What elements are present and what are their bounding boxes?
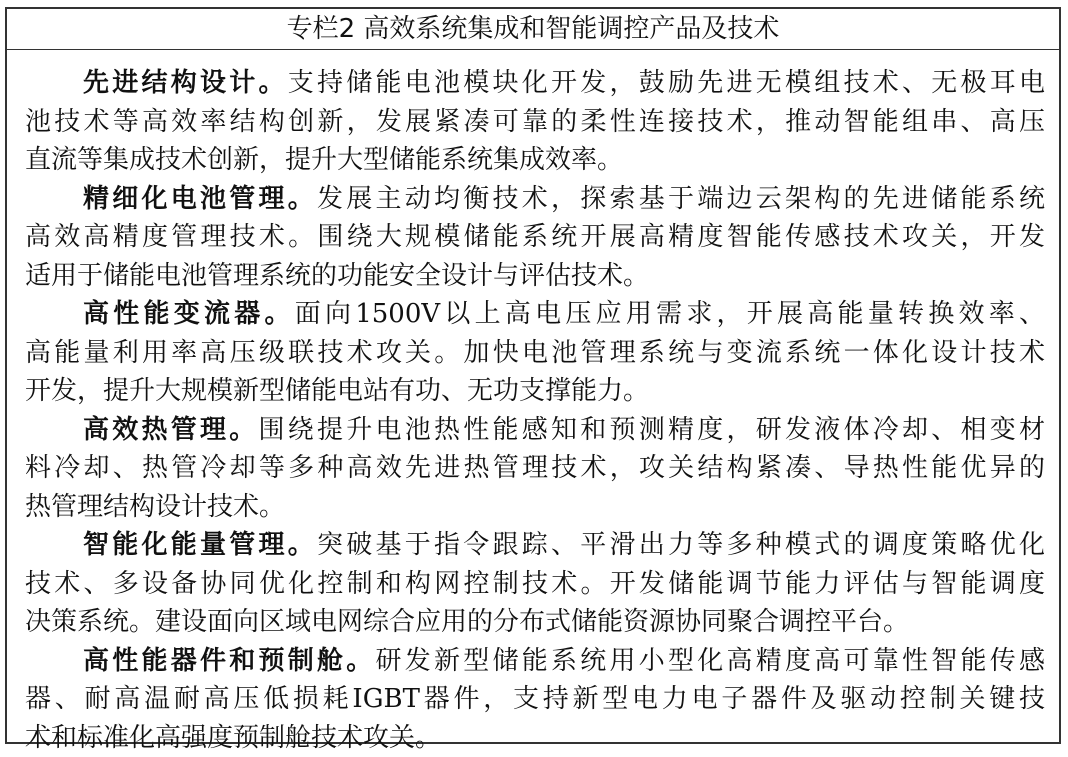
paragraph-heading: 精细化电池管理。 <box>83 184 317 214</box>
text-line <box>25 411 1045 450</box>
paragraph-heading: 智能化能量管理。 <box>83 530 317 560</box>
paragraph <box>25 180 1045 296</box>
paragraph <box>25 295 1045 411</box>
text-line <box>25 526 1045 565</box>
column-box <box>5 7 1061 744</box>
line-text: 面向1500V以上高电压应用需求，开展高能量转换效率、 <box>295 299 1045 329</box>
text-line <box>25 141 1045 180</box>
text-line <box>25 680 1045 719</box>
paragraph-heading: 高性能器件和预制舱。 <box>83 646 376 676</box>
column-body <box>7 50 1059 757</box>
paragraph-heading: 先进结构设计。 <box>83 68 288 98</box>
text-line <box>25 603 1045 642</box>
paragraph <box>25 526 1045 642</box>
text-line <box>25 295 1045 334</box>
line-text: 池技术等高效率结构创新，发展紧凑可靠的柔性连接技术，推动智能组串、高压 <box>25 107 1045 137</box>
line-text: 围绕提升电池热性能感知和预测精度，研发液体冷却、相变材 <box>259 415 1045 445</box>
text-line <box>25 642 1045 681</box>
text-line <box>25 334 1045 373</box>
paragraph <box>25 64 1045 180</box>
text-line <box>25 449 1045 488</box>
line-text: 高效高精度管理技术。围绕大规模储能系统开展高精度智能传感技术攻关，开发 <box>25 222 1045 252</box>
text-line <box>25 257 1045 296</box>
text-line <box>25 565 1045 604</box>
text-line <box>25 488 1045 527</box>
text-line <box>25 372 1045 411</box>
line-text: 直流等集成技术创新，提升大型储能系统集成效率。 <box>25 145 623 175</box>
line-text: 料冷却、热管冷却等多种高效先进热管理技术，攻关结构紧凑、导热性能优异的 <box>25 453 1045 483</box>
line-text: 适用于储能电池管理系统的功能安全设计与评估技术。 <box>25 261 649 291</box>
line-text: 支持储能电池模块化开发，鼓励先进无模组技术、无极耳电 <box>288 68 1045 98</box>
line-text: 发展主动均衡技术，探索基于端边云架构的先进储能系统 <box>317 184 1045 214</box>
line-text: 突破基于指令跟踪、平滑出力等多种模式的调度策略优化 <box>317 530 1045 560</box>
line-text: 决策系统。建设面向区域电网综合应用的分布式储能资源协同聚合调控平台。 <box>25 607 909 637</box>
paragraph-heading: 高效热管理。 <box>83 415 259 445</box>
line-text: 术和标准化高强度预制舱技术攻关。 <box>25 723 441 753</box>
line-text: 热管理结构设计技术。 <box>25 492 285 522</box>
text-line <box>25 719 1045 757</box>
paragraph <box>25 642 1045 757</box>
paragraph-heading: 高性能变流器。 <box>83 299 295 329</box>
line-text: 器、耐高温耐高压低损耗IGBT器件，支持新型电力电子器件及驱动控制关键技 <box>25 684 1045 714</box>
text-line <box>25 180 1045 219</box>
text-line <box>25 64 1045 103</box>
text-line <box>25 103 1045 142</box>
line-text: 技术、多设备协同优化控制和构网控制技术。开发储能调节能力评估与智能调度 <box>25 569 1045 599</box>
text-line <box>25 218 1045 257</box>
column-title: 专栏2 高效系统集成和智能调控产品及技术 <box>7 9 1059 50</box>
line-text: 高能量利用率高压级联技术攻关。加快电池管理系统与变流系统一体化设计技术 <box>25 338 1045 368</box>
paragraph <box>25 411 1045 527</box>
line-text: 研发新型储能系统用小型化高精度高可靠性智能传感 <box>376 646 1045 676</box>
line-text: 开发，提升大规模新型储能电站有功、无功支撑能力。 <box>25 376 649 406</box>
